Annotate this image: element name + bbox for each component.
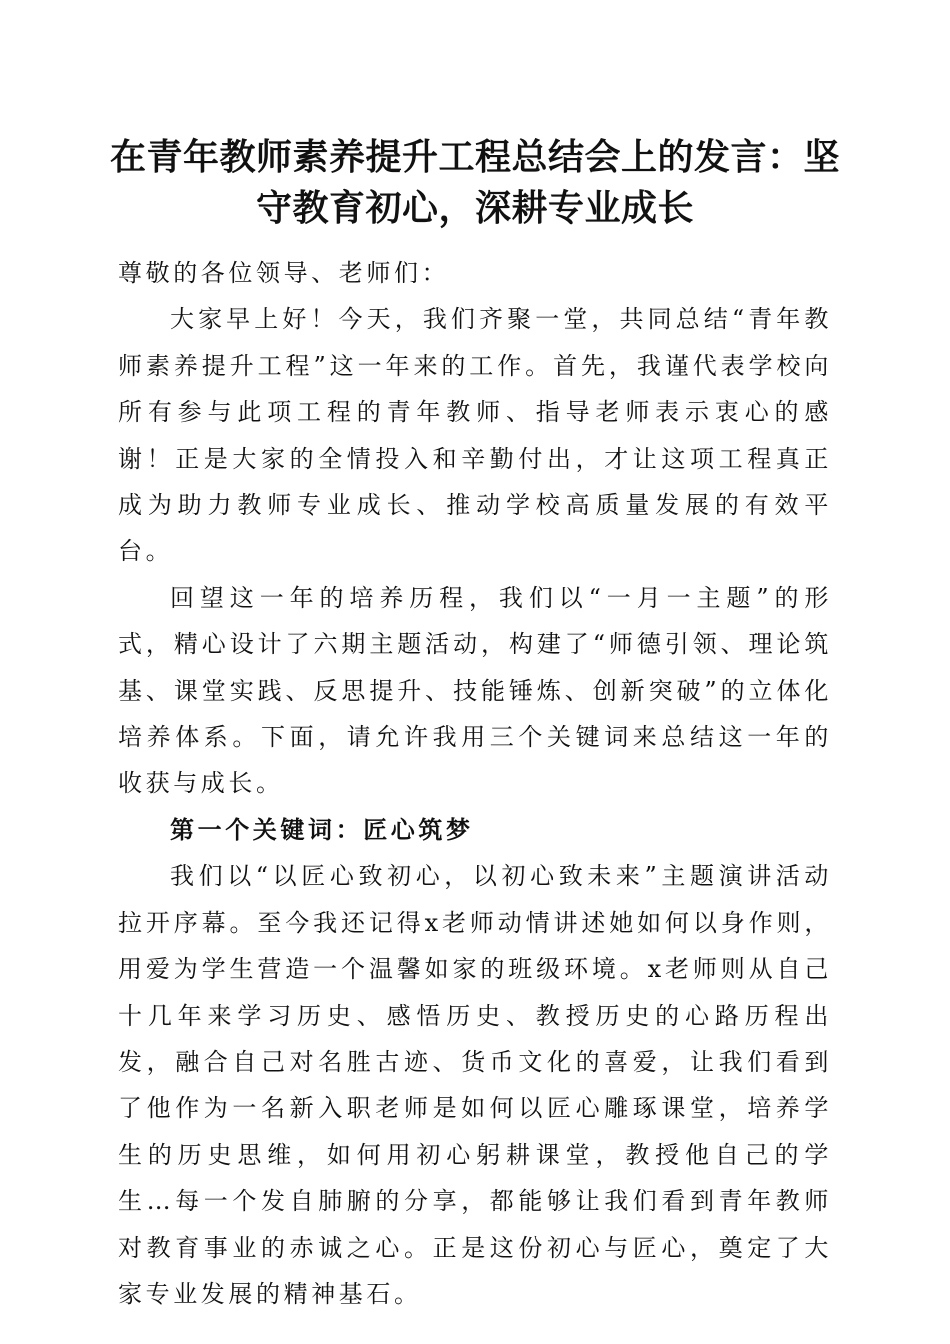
paragraph-keyword-one: 我们以“以匠心致初心，以初心致未来”主题演讲活动拉开序幕。至今我还记得x老师动情讲述她如何以身作则，用爱为学生营造一个温馨如家的班级环境。x老师则从自己十几年来学习历史、感悟历史、教授历史的心路历程出发，融合自己对名胜古迹、货币文化的喜爱，让我们看到了他作为一名新入职老师是如何以匠心雕琢课堂，培养学生的历史思维，如何用初心躬耕课堂，教授他自己的学生…每一个发自肺腑的分享，都能够让我们看到青年教师对教育事业的赤诚之心。正是这份初心与匠心，奠定了大家专业发展的精神基石。 bbox=[118, 862, 832, 1308]
section-heading: 第一个关键词：匠心筑梦 bbox=[170, 814, 474, 844]
paragraph-opening: 大家早上好！今天，我们齐聚一堂，共同总结“青年教师素养提升工程”这一年来的工作。首先，我谨代表学校向所有参与此项工程的青年教师、指导老师表示衷心的感谢！正是大家的全情投入和辛勤付出，才让这项工程真正成为助力教师专业成长、推动学校高质量发展的有效平台。 bbox=[118, 305, 832, 566]
paragraph-review: 回望这一年的培养历程，我们以“一月一主题”的形式，精心设计了六期主题活动，构建了“师德引领、理论筑基、课堂实践、反思提升、技能锤炼、创新突破”的立体化培养体系。下面，请允许我用三个关键词来总结这一年的收获与成长。 bbox=[118, 583, 832, 798]
title-line-2: 守教育初心，深耕专业成长 bbox=[255, 187, 694, 229]
title-line-1: 在青年教师素养提升工程总结会上的发言：坚 bbox=[109, 136, 840, 178]
salutation: 尊敬的各位领导、老师们： bbox=[118, 259, 450, 287]
document-body bbox=[118, 250, 832, 1317]
document-title bbox=[100, 132, 850, 234]
